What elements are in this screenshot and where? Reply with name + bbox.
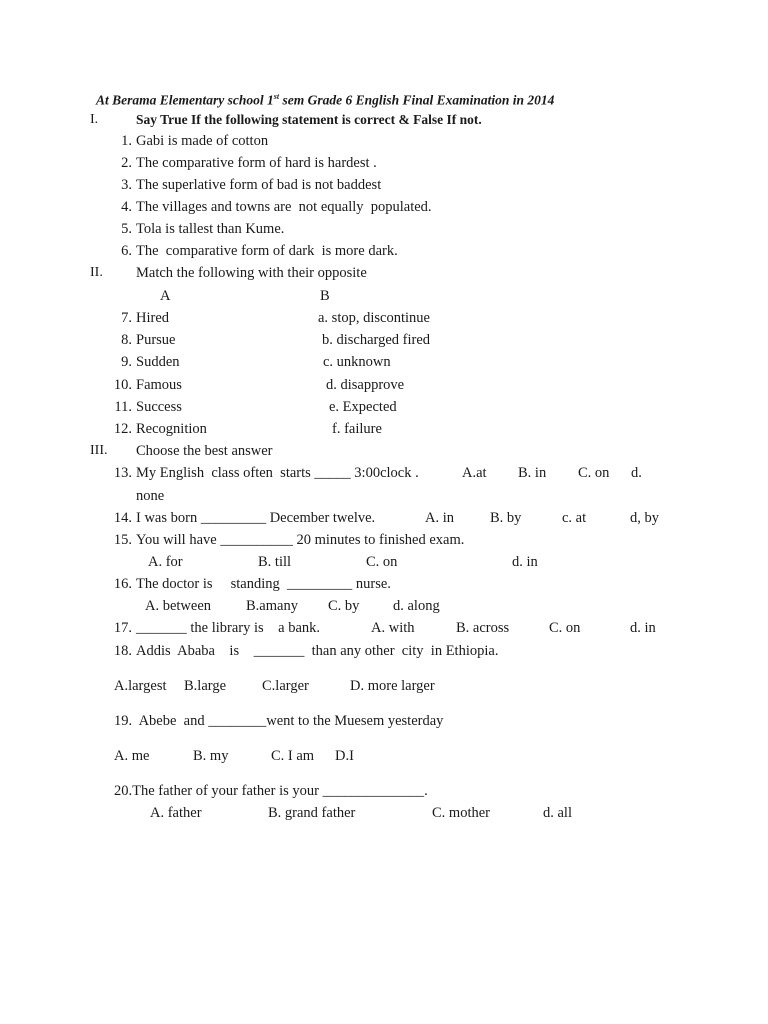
answer-option: C. by	[328, 598, 360, 614]
question-text: _______ the library is a bank.	[136, 620, 321, 636]
question-text: Gabi is made of cotton	[136, 133, 269, 149]
answer-option: B. till	[258, 554, 292, 570]
question-number: 18.	[113, 643, 132, 659]
question-number: 15.	[113, 532, 132, 548]
section-2-heading: Match the following with their opposite	[136, 265, 367, 281]
question-text: I was born _________ December twelve.	[136, 510, 376, 526]
answer-option: d, by	[630, 510, 659, 526]
answer-option: none	[136, 488, 165, 504]
question-number: 11.	[114, 399, 132, 415]
answer-option: A. for	[148, 554, 183, 570]
answer-option: B. across	[456, 620, 510, 636]
answer-option: C. on	[578, 465, 610, 481]
answer-option: A. me	[114, 748, 150, 764]
question-text: 20.The father of your father is your ______________.	[114, 783, 428, 799]
question-number: 9.	[121, 354, 132, 370]
question-text: Addis Ababa is _______ than any other city in Ethiopia.	[136, 643, 499, 659]
section-1-numeral: I.	[90, 112, 99, 127]
question-number: 12.	[113, 421, 132, 437]
answer-option: A.at	[462, 465, 487, 481]
question-number: 14.	[113, 510, 132, 526]
question-text: The doctor is standing _________ nurse.	[136, 576, 391, 592]
answer-option: A. with	[371, 620, 415, 636]
match-term: Pursue	[136, 332, 176, 348]
question-text: The villages and towns are not equally populated.	[136, 199, 432, 215]
question-number: 2.	[121, 155, 132, 171]
answer-option: d. in	[630, 620, 656, 636]
question-number: 6.	[121, 243, 132, 259]
column-a-header: A	[160, 288, 171, 304]
answer-option: C.larger	[262, 678, 309, 694]
question-text: The superlative form of bad is not baddest	[136, 177, 382, 193]
question-number: 16.	[113, 576, 132, 592]
answer-option: A. father	[150, 805, 202, 821]
question-number: 1.	[121, 133, 132, 149]
match-option: b. discharged fired	[322, 332, 431, 348]
title-text-end: sem Grade 6 English Final Examination in 2014	[279, 92, 555, 108]
question-text: My English class often starts _____ 3:00clock .	[136, 465, 419, 481]
answer-option: A. between	[145, 598, 212, 614]
match-term: Success	[136, 399, 182, 415]
section-2-numeral: II.	[90, 265, 103, 280]
question-number: 4.	[121, 199, 132, 215]
answer-option: d. along	[393, 598, 440, 614]
section-3-heading: Choose the best answer	[136, 443, 273, 459]
answer-option: c. at	[562, 510, 587, 526]
answer-option: B. my	[193, 748, 229, 764]
answer-option: D.I	[335, 748, 354, 764]
match-term: Hired	[136, 310, 170, 326]
question-text: 19. Abebe and ________went to the Muesem yesterday	[114, 713, 444, 729]
answer-option: A.largest	[114, 678, 167, 694]
match-term: Famous	[136, 377, 182, 393]
title-text: At Berama Elementary school 1	[96, 92, 274, 108]
match-term: Sudden	[136, 354, 180, 370]
answer-option: D. more larger	[350, 678, 435, 694]
match-option: d. disapprove	[326, 377, 405, 393]
section-1-heading: Say True If the following statement is correct & False If not.	[136, 112, 482, 127]
match-option: a. stop, discontinue	[318, 310, 430, 326]
question-number: 10.	[113, 377, 132, 393]
question-number: 7.	[121, 310, 132, 326]
question-number: 17.	[113, 620, 132, 636]
question-text: The comparative form of hard is hardest .	[136, 155, 377, 171]
answer-option: C. mother	[432, 805, 490, 821]
answer-option: d. all	[543, 805, 572, 821]
question-number: 5.	[121, 221, 132, 237]
answer-option: d. in	[512, 554, 538, 570]
question-text: The comparative form of dark is more dark.	[136, 243, 398, 259]
answer-option: C. on	[549, 620, 581, 636]
answer-option: B.large	[184, 678, 227, 694]
question-text: You will have __________ 20 minutes to finished exam.	[136, 532, 465, 548]
section-3-numeral: III.	[90, 443, 108, 458]
question-text: Tola is tallest than Kume.	[136, 221, 285, 237]
answer-option: B. grand father	[268, 805, 356, 821]
match-option: e. Expected	[329, 399, 397, 415]
match-option: c. unknown	[323, 354, 391, 370]
exam-title	[96, 92, 554, 109]
answer-option: C. I am	[271, 748, 315, 764]
question-number: 3.	[121, 177, 132, 193]
title-superscript: st	[273, 92, 280, 101]
answer-option: d.	[631, 465, 642, 481]
match-option: f. failure	[332, 421, 382, 437]
answer-option: C. on	[366, 554, 398, 570]
column-b-header: B	[320, 288, 330, 304]
answer-option: B. by	[490, 510, 522, 526]
answer-option: B. in	[518, 465, 547, 481]
question-number: 8.	[121, 332, 132, 348]
answer-option: A. in	[425, 510, 454, 526]
match-term: Recognition	[136, 421, 207, 437]
answer-option: B.amany	[246, 598, 298, 614]
question-number: 13.	[113, 465, 132, 481]
